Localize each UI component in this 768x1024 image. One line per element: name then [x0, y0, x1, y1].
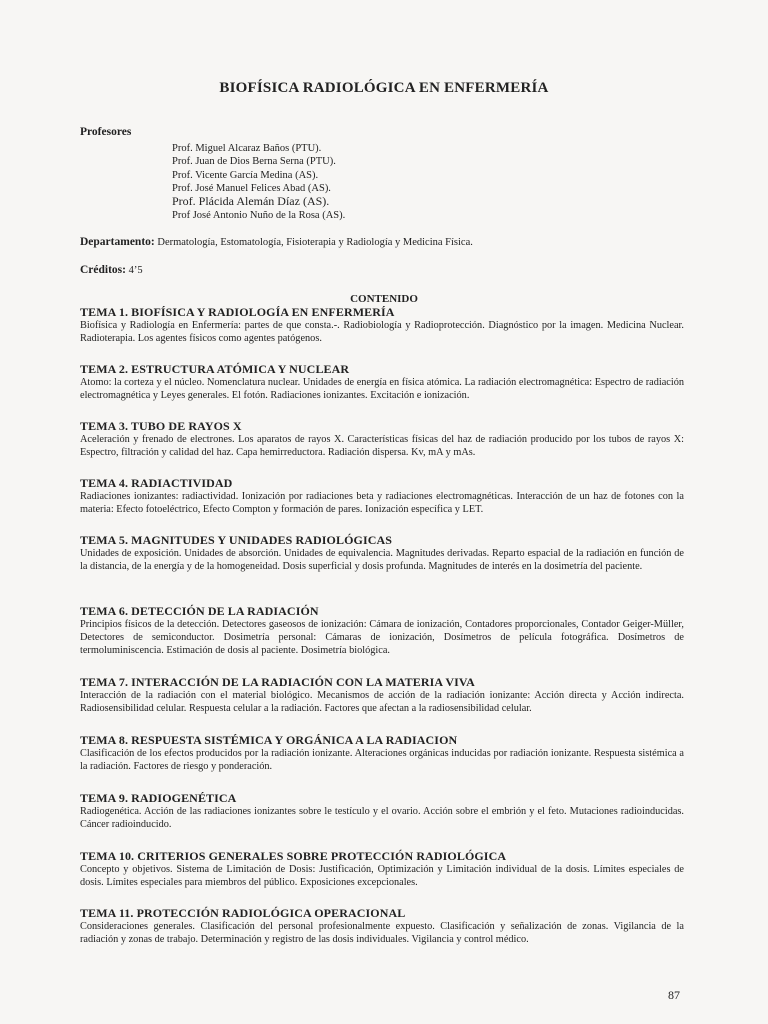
- profesor-item: Prof. Plácida Alemán Díaz (AS).: [172, 194, 330, 209]
- tema-text: Radiaciones ionizantes: radiactividad. Ionización por radiaciones beta y radiaciones electromagnéticas. Interacción de un haz de fotones con la materia: Efecto fotoeléctrico, Efecto Compton y formación de pares. Ionización específica y LET.: [80, 491, 684, 515]
- profesor-item: Prof. José Manuel Felices Abad (AS).: [172, 182, 331, 194]
- tema-section: [80, 305, 684, 345]
- profesor-item: Prof José Antonio Nuño de la Rosa (AS).: [172, 209, 346, 221]
- tema-text: Radiogenética. Acción de las radiaciones ionizantes sobre le testículo y el ovario. Acción sobre el embrión y el feto. Mutaciones radioinducidas. Cáncer radioinducido.: [80, 806, 684, 830]
- tema-text: Concepto y objetivos. Sistema de Limitación de Dosis: Justificación, Optimización y Limitación individual de la dosis. Límites especiales de dosis. Límites especiales para miembros del público. Exposiciones excepcionales.: [80, 864, 684, 888]
- tema-section: [80, 906, 684, 946]
- tema-title: TEMA 11. PROTECCIÓN RADIOLÓGICA OPERACIONAL: [80, 906, 406, 920]
- tema-section: [80, 604, 684, 657]
- tema-title: TEMA 2. ESTRUCTURA ATÓMICA Y NUCLEAR: [80, 362, 350, 376]
- tema-title: TEMA 7. INTERACCIÓN DE LA RADIACIÓN CON LA MATERIA VIVA: [80, 675, 475, 689]
- tema-title: TEMA 10. CRITERIOS GENERALES SOBRE PROTECCIÓN RADIOLÓGICA: [80, 849, 507, 863]
- tema-title: TEMA 9. RADIOGENÉTICA: [80, 791, 237, 805]
- tema-section: [80, 362, 684, 402]
- tema-section: [80, 476, 684, 516]
- tema-title: TEMA 4. RADIACTIVIDAD: [80, 476, 233, 490]
- creditos-label: Créditos:: [80, 264, 126, 276]
- profesores-list: [172, 142, 345, 222]
- tema-text: Biofísica y Radiología en Enfermería: partes de que consta.-. Radiobiología y Radioprotección. Diagnóstico por la imagen. Medicina Nuclear. Radioterapia. Los agentes físicos como agentes patógenos.: [80, 320, 684, 344]
- tema-section: [80, 733, 684, 773]
- profesor-item: Prof. Miguel Alcaraz Baños (PTU).: [172, 143, 322, 154]
- tema-section: [80, 675, 684, 715]
- tema-title: TEMA 6. DETECCIÓN DE LA RADIACIÓN: [80, 604, 319, 618]
- page-number: 87: [668, 988, 680, 1002]
- creditos-value: 4’5: [128, 265, 143, 276]
- tema-text: Atomo: la corteza y el núcleo. Nomenclatura nuclear. Unidades de energía en física atómica. La radiación electromagnética: Espectro de radiación electromagnética y Leyes generales. El fotón. Radiaciones ionizantes. Excitación e ionización.: [80, 377, 684, 401]
- profesor-item: Prof. Juan de Dios Berna Serna (PTU).: [172, 156, 336, 168]
- tema-title: TEMA 8. RESPUESTA SISTÉMICA Y ORGÁNICA A LA RADIACION: [80, 733, 458, 747]
- departamento-value: Dermatología, Estomatología, Fisioterapia y Radiología y Medicina Física.: [157, 237, 473, 248]
- tema-title: TEMA 3. TUBO DE RAYOS X: [80, 419, 242, 433]
- creditos-line: [80, 264, 143, 276]
- tema-text: Interacción de la radiación con el material biológico. Mecanismos de acción de la radiación ionizante: Acción directa y Acción indirecta. Radiosensibilidad celular. Respuesta celular a la radiación. Factores que afectan a la radiosensibilidad celular.: [80, 690, 684, 714]
- tema-text: Principios físicos de la detección. Detectores gaseosos de ionización: Cámara de ionización, Contadores proporcionales, Contador Geiger-Müller, Detectores de semiconductor. Dosimetría personal: Cámaras de ionización, Dosímetros de película fotográfica. Dosímetros de termoluminiscencia. Estimación de dosis al paciente. Dosimetría biológica.: [80, 619, 684, 656]
- tema-section: [80, 533, 684, 573]
- tema-section: [80, 849, 684, 889]
- departamento-label: Departamento:: [80, 236, 155, 248]
- tema-text: Clasificación de los efectos producidos por la radiación ionizante. Alteraciones orgánicas inducidas por radiación ionizante. Respuesta sistémica a la radiación. Factores de riesgo y ponderación.: [80, 748, 684, 772]
- profesores-label: Profesores: [80, 126, 132, 138]
- tema-title: TEMA 5. MAGNITUDES Y UNIDADES RADIOLÓGICAS: [80, 533, 393, 547]
- tema-text: Aceleración y frenado de electrones. Los aparatos de rayos X. Características físicas del haz de radiación producido por los tubos de rayos X: Espectro, filtración y calidad del haz. Capa hemirreductora. Radiación dispersa. Kv, mA y mAs.: [80, 434, 684, 458]
- tema-title: TEMA 1. BIOFÍSICA Y RADIOLOGÍA EN ENFERMERÍA: [80, 305, 395, 319]
- tema-text: Unidades de exposición. Unidades de absorción. Unidades de equivalencia. Magnitudes derivadas. Reparto espacial de la radiación en función de la distancia, de la energía y de la homogeneidad. Dosis superficial y dosis profunda. Magnitudes de interés en la dosimetría del paciente.: [80, 548, 684, 572]
- tema-text: Consideraciones generales. Clasificación del personal profesionalmente expuesto. Clasificación y señalización de zonas. Vigilancia de la radiación y zonas de trabajo. Determinación y registro de las dosis individuales. Vigilancia y control médico.: [80, 921, 684, 945]
- tema-section: [80, 419, 684, 459]
- document-title: BIOFÍSICA RADIOLÓGICA EN ENFERMERÍA: [219, 80, 549, 96]
- departamento-line: [80, 236, 473, 248]
- tema-section: [80, 791, 684, 831]
- profesor-item: Prof. Vicente García Medina (AS).: [172, 169, 319, 181]
- contenido-heading: CONTENIDO: [350, 293, 418, 305]
